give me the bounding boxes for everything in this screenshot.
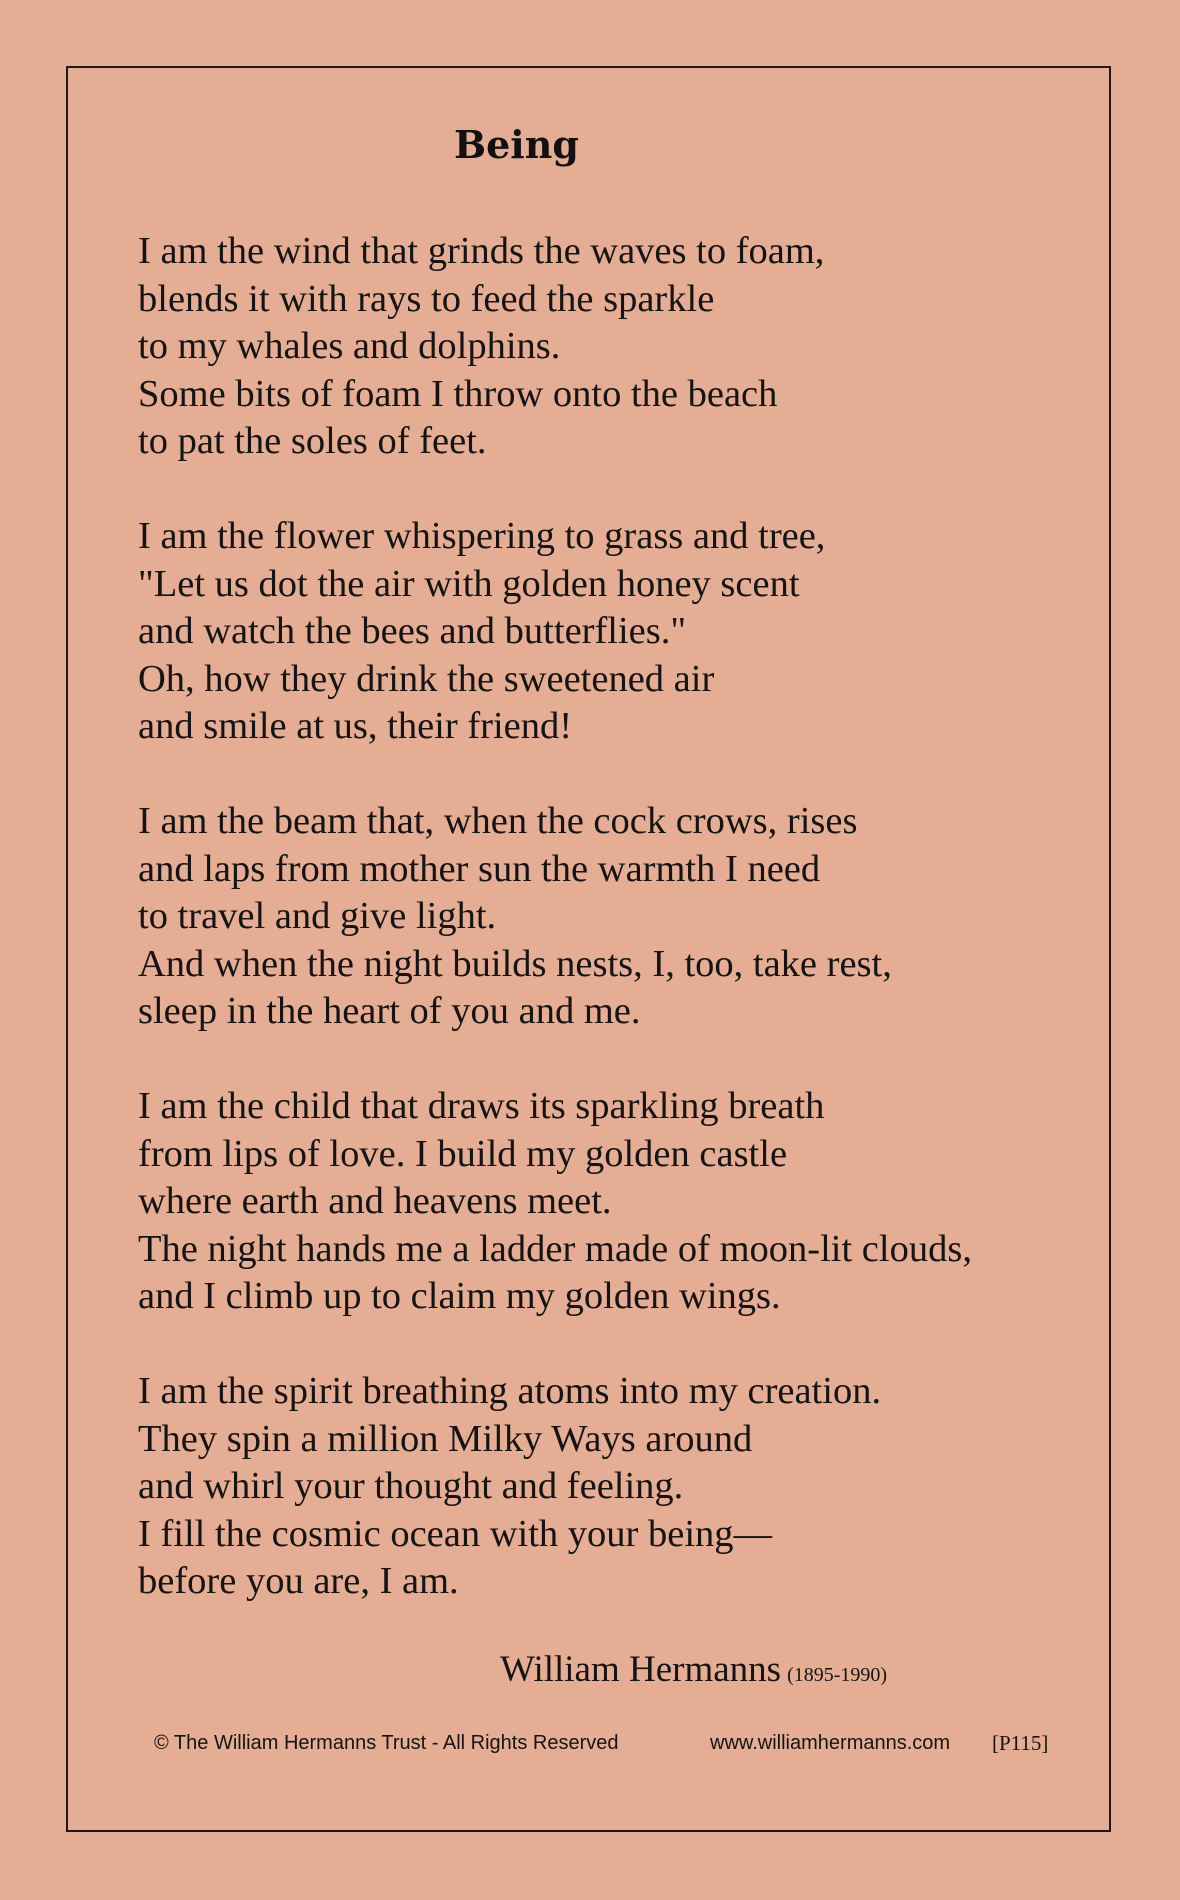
poem-line: to travel and give light. — [138, 895, 497, 937]
stanza-2 — [138, 513, 1078, 751]
poem-line: sleep in the heart of you and me. — [138, 990, 641, 1032]
poem-line: I am the beam that, when the cock crows, rises — [138, 800, 858, 842]
poem-line: and smile at us, their friend! — [138, 705, 573, 747]
poem-line: And when the night builds nests, I, too, take rest, — [138, 942, 892, 985]
poem-line: I am the spirit breathing atoms into my creation. — [138, 1370, 882, 1412]
poem-line: from lips of love. I build my golden castle — [138, 1132, 788, 1175]
stanza-4 — [138, 1083, 1078, 1321]
poem-line: Some bits of foam I throw onto the beach — [138, 372, 778, 415]
poem-line: before you are, I am. — [138, 1560, 459, 1602]
poem-line: and whirl your thought and feeling. — [138, 1465, 684, 1507]
poem-line: where earth and heavens meet. — [138, 1180, 612, 1222]
stanza-5 — [138, 1368, 1078, 1606]
poem-line: to pat the soles of feet. — [138, 420, 487, 462]
poem-line: They spin a million Milky Ways around — [138, 1417, 753, 1460]
poem-line: I am the wind that grinds the waves to foam, — [138, 230, 825, 272]
poem-line: I fill the cosmic ocean with your being— — [138, 1512, 773, 1555]
copyright-notice: © The William Hermanns Trust - All Rights Reserved — [154, 1732, 619, 1754]
website-link[interactable]: www.williamhermanns.com — [710, 1732, 951, 1754]
stanza-1 — [138, 228, 1078, 466]
poem-title: Being — [454, 122, 579, 167]
document-code: [P115] — [992, 1731, 1049, 1755]
poem-line: I am the child that draws its sparkling breath — [138, 1085, 825, 1127]
poem-line: The night hands me a ladder made of moon-lit clouds, — [138, 1227, 972, 1270]
poem-line: "Let us dot the air with golden honey scent — [138, 562, 800, 605]
poem-line: Oh, how they drink the sweetened air — [138, 657, 715, 700]
poem-line: and I climb up to claim my golden wings. — [138, 1275, 781, 1317]
poem-line: to my whales and dolphins. — [138, 325, 561, 367]
poem-line: and laps from mother sun the warmth I need — [138, 847, 821, 890]
poem-line: I am the flower whispering to grass and tree, — [138, 515, 826, 557]
poem-line: blends it with rays to feed the sparkle — [138, 277, 715, 320]
footer — [154, 1733, 1054, 1753]
poem-body — [138, 228, 1078, 1653]
author-attribution — [500, 1651, 887, 1688]
poem-line: and watch the bees and butterflies." — [138, 610, 687, 652]
stanza-3 — [138, 798, 1078, 1036]
author-name: William Hermanns — [500, 1649, 782, 1690]
author-dates: (1895-1990) — [787, 1664, 888, 1686]
